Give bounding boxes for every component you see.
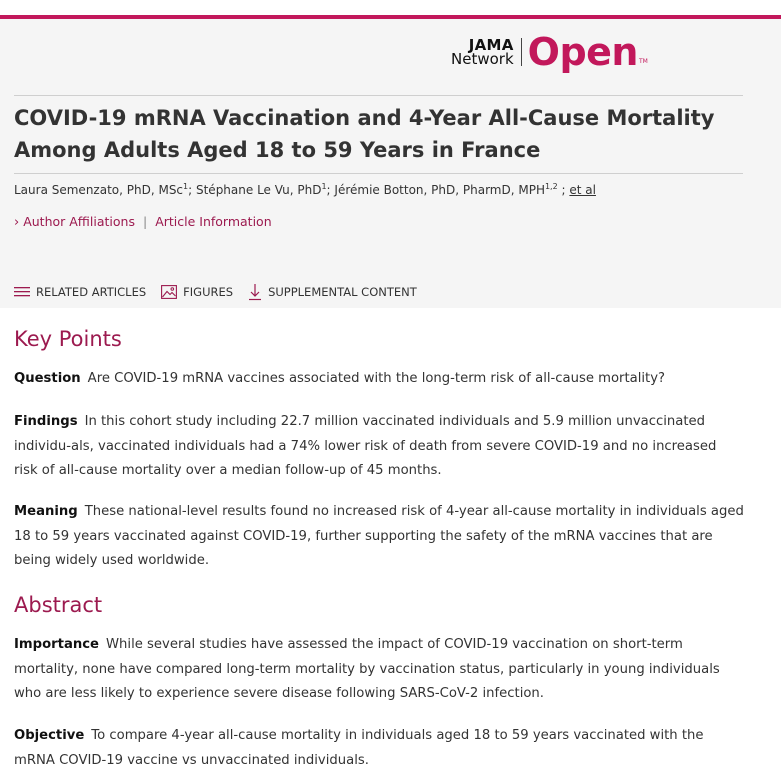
logo-network-text: Network [451,50,514,68]
author-affiliation-ref: 1,2 [544,182,558,191]
author-affiliations-link[interactable]: Author Affiliations [23,214,135,229]
question-text: Are COVID-19 mRNA vaccines associated with the long-term risk of all-cause mortality? [87,371,666,386]
chevron-right-icon: › [14,215,20,230]
author-affiliation-ref: 1 [321,182,327,191]
article-tools [14,283,432,301]
importance-label: Importance [14,637,100,652]
abstract-objective [14,724,744,773]
logo-open-text: Open [527,30,638,74]
abstract-heading: Abstract [14,593,103,617]
list-icon [14,286,30,298]
jama-network-open-logo[interactable] [451,30,648,74]
site-header [0,19,781,87]
meaning-text: These national-level results found no increased risk of 4-year all-cause mortality in individuals aged 18 to 59 years vaccinated against COVID-19, further supporting the safety of the mRNA vaccines that are being widely used worldwide. [14,504,744,568]
logo-jama-text: JAMA [468,36,514,54]
key-points-question [14,367,744,392]
figures-label: FIGURES [183,285,234,299]
link-separator: | [142,214,148,229]
findings-label: Findings [14,414,78,429]
author-affiliation-ref: 1 [183,182,189,191]
divider [14,95,743,96]
key-points-meaning [14,500,744,574]
author-name[interactable]: Laura Semenzato, PhD, MSc [14,183,184,197]
supplemental-content-button[interactable] [248,283,417,301]
key-points-heading: Key Points [14,327,122,351]
divider [14,173,743,174]
top-strip [0,0,781,15]
logo-jama-network [451,38,522,66]
download-arrow-icon [248,283,262,301]
article-meta-links [14,214,272,230]
abstract-importance [14,633,744,707]
author-name[interactable]: ; Stéphane Le Vu, PhD [188,183,322,197]
image-icon [161,284,177,300]
related-articles-label: RELATED ARTICLES [36,285,147,299]
key-points-findings [14,410,744,484]
et-al-link[interactable]: et al [569,183,596,197]
supplemental-content-label: SUPPLEMENTAL CONTENT [268,285,417,299]
logo-trademark: TM [638,58,648,65]
article-information-link[interactable]: Article Information [155,214,272,229]
article-title: COVID-19 mRNA Vaccination and 4-Year All-Cause Mortality Among Adults Aged 18 to 59 Years in France [14,106,715,162]
author-separator: ; [557,183,570,197]
author-list [14,182,596,197]
objective-label: Objective [14,728,85,743]
question-label: Question [14,371,81,386]
author-name[interactable]: ; Jérémie Botton, PhD, PharmD, MPH [326,183,545,197]
meaning-label: Meaning [14,504,78,519]
findings-text: In this cohort study including 22.7 million vaccinated individuals and 5.9 million unvaccinated individu-als, vaccinated individuals had a 74% lower risk of death from severe COVID-19 and no increased risk of all-cause mortality over a median follow-up of 45 months. [14,414,717,478]
importance-text: While several studies have assessed the impact of COVID-19 vaccination on short-term mortality, none have compared long-term mortality by vaccination status, particularly in young individuals who are less likely to experience severe disease following SARS-CoV-2 infection. [14,637,720,701]
related-articles-button[interactable] [14,285,146,299]
objective-text: To compare 4-year all-cause mortality in individuals aged 18 to 59 years vaccinated with the mRNA COVID-19 vaccine vs unvaccinated individuals. [14,728,704,768]
figures-button[interactable] [161,284,233,300]
